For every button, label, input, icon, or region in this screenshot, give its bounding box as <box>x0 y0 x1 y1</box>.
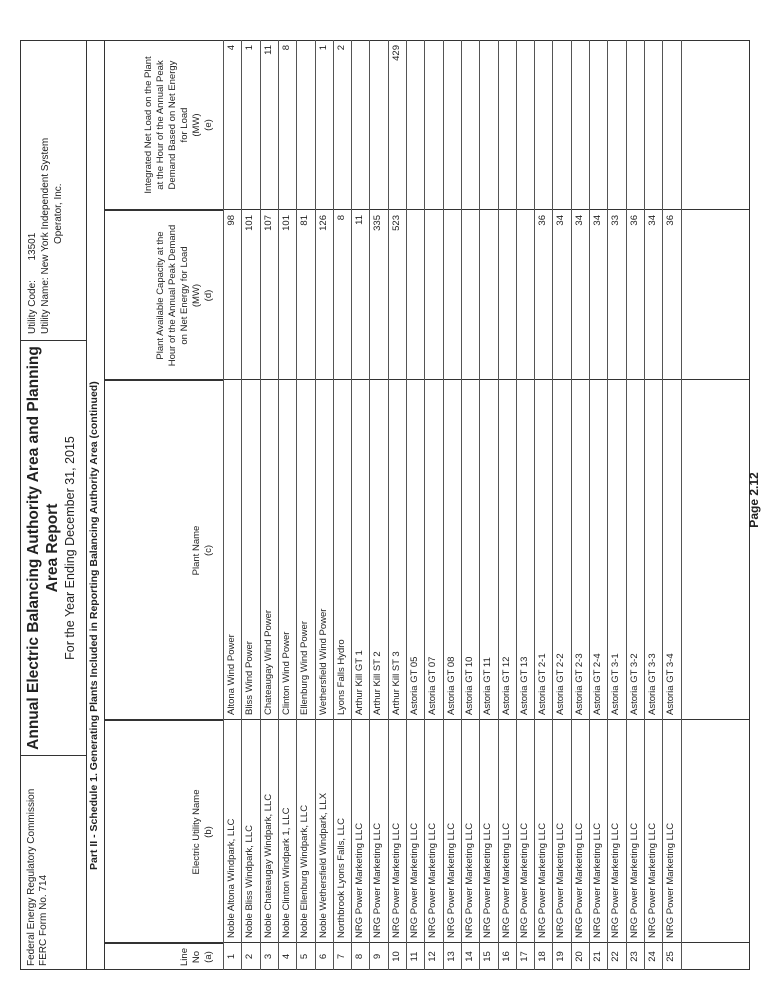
row-plant-name: Ellenburg Wind Power <box>299 621 311 715</box>
row-utility-name: NRG Power Marketing LLC <box>390 822 402 938</box>
table-row <box>296 40 314 970</box>
row-net-load-mw: 429 <box>390 45 402 61</box>
row-net-load-mw: 2 <box>335 45 347 51</box>
row-utility-name: NRG Power Marketing LLC <box>409 822 420 938</box>
row-utility-name: Noble Clinton Windpark 1, LLC <box>280 807 292 938</box>
table-row <box>424 40 442 970</box>
col-e-label-6: (e) <box>203 119 214 131</box>
table-row <box>534 40 552 970</box>
row-plant-name: Astoria GT 10 <box>463 656 475 715</box>
row-line-number: 3 <box>262 953 274 960</box>
row-capacity-mw: 101 <box>244 215 256 231</box>
table-row <box>461 40 479 970</box>
col-e-label-5: (MW) <box>191 113 202 137</box>
row-line-number: 5 <box>299 953 311 960</box>
row-utility-name: NRG Power Marketing LLC <box>518 822 530 938</box>
row-plant-name: Astoria GT 3-1 <box>610 653 622 715</box>
row-plant-name: Lyons Falls Hydro <box>335 639 347 715</box>
utility-name-label: Utility Name: <box>40 277 51 334</box>
row-line-number: 25 <box>665 951 677 962</box>
row-net-load-mw: 11 <box>262 45 274 55</box>
row-utility-name: Noble Bliss Windpark, LLC <box>244 825 256 938</box>
col-e-label-4: for Load <box>179 107 190 143</box>
col-d-label-5: (d) <box>203 289 214 302</box>
row-utility-name: NRG Power Marketing LLC <box>445 822 457 938</box>
header-divider <box>86 40 87 970</box>
table-row <box>241 40 259 970</box>
row-net-load-mw: 1 <box>317 45 329 51</box>
row-capacity-mw: 34 <box>592 215 603 226</box>
table-row <box>516 40 534 970</box>
agency-name: Federal Energy Regulatory Commission <box>26 788 37 966</box>
table-row <box>626 40 644 970</box>
col-e-label-1: Integrated Net Load on the Plant <box>143 56 154 194</box>
table-row <box>278 40 296 970</box>
row-line-number: 2 <box>244 953 256 960</box>
col-b-label-2: (b) <box>203 826 214 838</box>
row-capacity-mw: 33 <box>610 215 622 226</box>
row-plant-name: Astoria GT 3-3 <box>646 653 658 715</box>
col-header-net-load <box>105 40 223 210</box>
row-capacity-mw: 36 <box>537 215 549 226</box>
row-plant-name: Astoria GT 11 <box>482 657 494 715</box>
row-plant-name: Astoria GT 05 <box>409 656 420 715</box>
row-line-number: 6 <box>317 953 329 960</box>
table-row <box>315 40 333 970</box>
row-utility-name: NRG Power Marketing LLC <box>482 822 494 938</box>
row-line-number: 12 <box>427 951 439 962</box>
table-row <box>443 40 461 970</box>
row-utility-name: NRG Power Marketing LLC <box>555 822 567 938</box>
row-plant-name: Arthur Kill ST 2 <box>372 651 384 715</box>
row-capacity-mw: 34 <box>646 215 658 226</box>
table-row <box>406 40 424 970</box>
row-line-number: 14 <box>463 951 475 962</box>
table-row <box>351 40 369 970</box>
row-utility-name: NRG Power Marketing LLC <box>628 822 640 938</box>
table-row <box>333 40 351 970</box>
row-line-number: 13 <box>445 951 457 962</box>
row-utility-name: NRG Power Marketing LLC <box>354 822 366 938</box>
row-capacity-mw: 36 <box>665 215 677 226</box>
row-capacity-mw: 36 <box>628 215 640 226</box>
part-title: Part II - Schedule 1. Generating Plants Included in Reporting Balancing Authority Area (continued) <box>88 381 100 870</box>
utility-code-label: Utility Code: <box>27 280 38 334</box>
table-bottom-rule <box>681 40 682 970</box>
utility-name-value-1: New York Independent System <box>40 137 51 275</box>
row-line-number: 21 <box>592 951 603 962</box>
row-capacity-mw: 107 <box>262 215 274 231</box>
row-plant-name: Astoria GT 13 <box>518 656 530 715</box>
table-row <box>589 40 607 970</box>
col-c-label-1: Plant Name <box>191 525 202 576</box>
row-line-number: 8 <box>354 953 366 960</box>
row-plant-name: Astoria GT 2-2 <box>555 653 567 715</box>
row-utility-name: NRG Power Marketing LLC <box>427 822 439 938</box>
row-line-number: 11 <box>409 951 420 962</box>
row-plant-name: Astoria GT 3-4 <box>665 653 677 715</box>
page-number: Page 2.12 <box>747 472 761 528</box>
row-line-number: 24 <box>646 951 658 962</box>
row-plant-name: Astoria GT 07 <box>427 656 439 715</box>
row-plant-name: Astoria GT 2-4 <box>592 653 603 715</box>
col-a-label-1: Line <box>179 948 190 966</box>
agency-block <box>20 755 86 970</box>
row-capacity-mw: 98 <box>226 215 237 226</box>
utility-code-line <box>26 46 39 334</box>
row-line-number: 9 <box>372 953 384 960</box>
row-capacity-mw: 81 <box>299 215 311 226</box>
title-block <box>20 340 86 755</box>
row-net-load-mw: 1 <box>244 45 256 51</box>
row-plant-name: Chateaugay Wind Power <box>262 609 274 715</box>
form-number: FERC Form No. 714 <box>38 874 49 966</box>
col-d-label-1: Plant Available Capacity at the <box>155 231 166 360</box>
row-utility-name: NRG Power Marketing LLC <box>665 822 677 938</box>
table-row <box>644 40 662 970</box>
row-net-load-mw: 8 <box>280 45 292 51</box>
row-line-number: 7 <box>335 953 347 960</box>
row-utility-name: Noble Ellenburg Windpark, LLC <box>299 804 311 938</box>
utility-block <box>20 40 86 340</box>
row-capacity-mw: 523 <box>390 215 402 231</box>
table-row <box>662 40 680 970</box>
col-d-label-3: on Net Energy for Load <box>179 246 190 345</box>
row-line-number: 19 <box>555 951 567 962</box>
row-capacity-mw: 335 <box>372 215 384 231</box>
row-utility-name: NRG Power Marketing LLC <box>463 822 475 938</box>
row-utility-name: NRG Power Marketing LLC <box>646 822 658 938</box>
row-plant-name: Astoria GT 2-3 <box>573 653 585 715</box>
row-line-number: 22 <box>610 951 622 962</box>
col-a-label-3: (a) <box>203 951 214 963</box>
row-utility-name: NRG Power Marketing LLC <box>500 822 512 938</box>
row-plant-name: Astoria GT 3-2 <box>628 653 640 715</box>
row-utility-name: Noble Chateaugay Windpark, LLC <box>262 793 274 938</box>
row-plant-name: Astoria GT 12 <box>500 656 512 715</box>
col-b-label-1: Electric Utility Name <box>191 789 202 875</box>
table-row <box>571 40 589 970</box>
row-line-number: 15 <box>482 951 494 962</box>
report-period: For the Year Ending December 31, 2015 <box>63 436 77 660</box>
table-row <box>479 40 497 970</box>
row-utility-name: NRG Power Marketing LLC <box>537 822 549 938</box>
row-line-number: 18 <box>537 951 549 962</box>
col-e-label-3: Demand Based on Net Energy <box>167 60 178 190</box>
row-net-load-mw: 4 <box>226 45 237 51</box>
row-plant-name: Altona Wind Power <box>226 634 237 715</box>
table-row <box>223 40 241 970</box>
row-capacity-mw: 11 <box>354 215 366 225</box>
col-header-capacity <box>105 210 223 380</box>
row-plant-name: Astoria GT 08 <box>445 656 457 715</box>
table-row <box>607 40 625 970</box>
row-utility-name: NRG Power Marketing LLC <box>610 822 622 938</box>
utility-code-value: 13501 <box>27 232 38 261</box>
col-d-label-2: Hour of the Annual Peak Demand <box>167 224 178 367</box>
row-utility-name: NRG Power Marketing LLC <box>573 822 585 938</box>
col-header-plant <box>105 380 223 720</box>
row-plant-name: Clinton Wind Power <box>280 631 292 715</box>
row-line-number: 4 <box>280 953 292 960</box>
table-row <box>498 40 516 970</box>
table-row <box>260 40 278 970</box>
row-line-number: 10 <box>390 951 402 962</box>
row-capacity-mw: 34 <box>555 215 567 226</box>
row-plant-name: Wethersfield Wind Power <box>317 608 329 715</box>
row-line-number: 23 <box>628 951 640 962</box>
report-title-line1: Annual Electric Balancing Authority Area and Planning <box>25 346 42 750</box>
col-header-line <box>105 943 223 970</box>
row-capacity-mw: 126 <box>317 215 329 231</box>
row-utility-name: Noble Altona Windpark, LLC <box>226 818 237 938</box>
row-plant-name: Arthur Kill ST 3 <box>390 651 402 715</box>
row-line-number: 16 <box>500 951 512 962</box>
col-e-label-2: at the Hour of the Annual Peak <box>155 60 166 190</box>
row-plant-name: Bliss Wind Power <box>244 641 256 715</box>
row-capacity-mw: 8 <box>335 215 347 221</box>
row-line-number: 17 <box>518 951 530 962</box>
utility-name-line <box>39 46 52 334</box>
row-utility-name: Northbrook Lyons Falls, LLC <box>335 817 347 938</box>
col-d-label-4: (MW) <box>191 283 202 308</box>
col-c-label-2: (c) <box>203 544 214 557</box>
row-utility-name: NRG Power Marketing LLC <box>592 822 603 938</box>
row-utility-name: NRG Power Marketing LLC <box>372 822 384 938</box>
col-header-utility <box>105 720 223 943</box>
table-row <box>552 40 570 970</box>
col-a-label-2: No <box>191 950 202 964</box>
row-utility-name: Noble Wethersfield Windpark, LLX <box>317 792 329 938</box>
utility-name-value-2: Operator, Inc. <box>53 183 64 244</box>
row-plant-name: Astoria GT 2-1 <box>537 653 549 715</box>
table-row <box>369 40 387 970</box>
table-row <box>388 40 406 970</box>
row-capacity-mw: 34 <box>573 215 585 226</box>
row-line-number: 1 <box>226 953 237 960</box>
row-plant-name: Arthur Kill GT 1 <box>354 650 366 715</box>
row-line-number: 20 <box>573 951 585 962</box>
report-title-line2: Area Report <box>44 503 61 593</box>
row-capacity-mw: 101 <box>280 215 292 231</box>
